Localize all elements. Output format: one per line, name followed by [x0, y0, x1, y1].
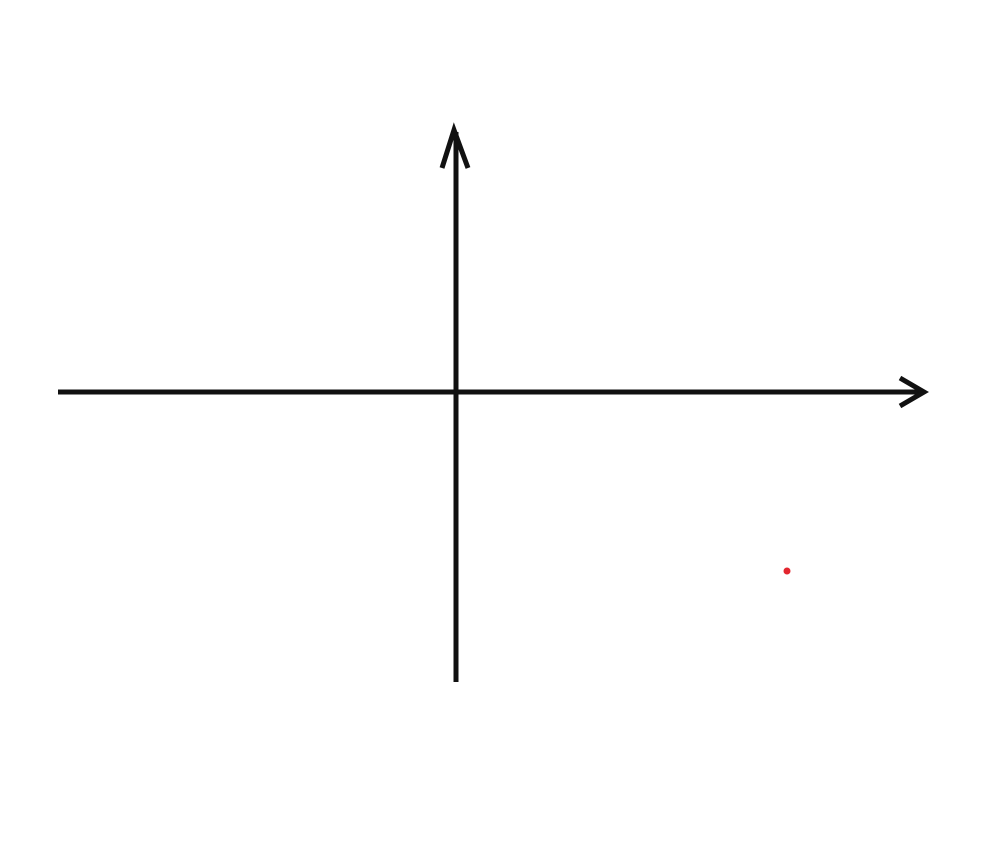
stray-dot [784, 568, 791, 575]
